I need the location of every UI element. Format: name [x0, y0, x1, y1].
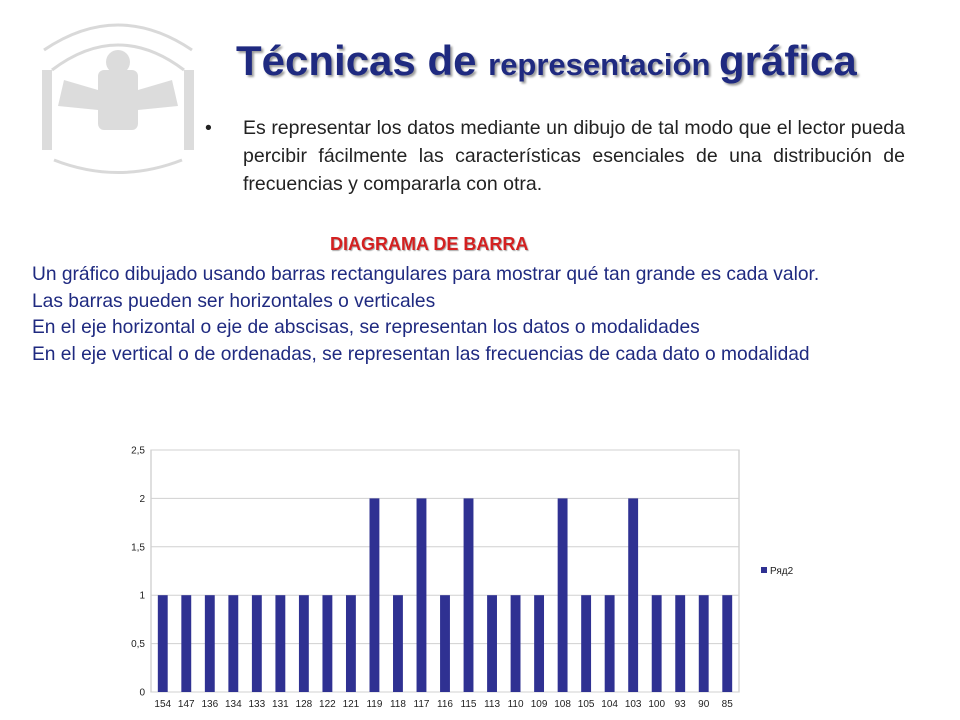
legend-label: Ряд2 [770, 566, 794, 577]
definition-bullet [205, 114, 905, 198]
x-tick-label: 154 [154, 699, 172, 710]
y-tick-label: 0 [139, 687, 145, 699]
description-paragraph-1: Un gráfico dibujado usando barras rectangulares para mostrar qué tan grande es cada valor. [32, 264, 820, 285]
y-tick-label: 0,5 [131, 639, 145, 651]
bar [299, 595, 309, 692]
y-tick-label: 2,5 [131, 445, 145, 457]
x-tick-label: 147 [177, 699, 195, 710]
x-tick-label: 110 [507, 699, 524, 710]
bar [558, 498, 568, 692]
x-tick-label: 131 [272, 699, 289, 710]
bar [205, 595, 215, 692]
bar [275, 595, 285, 692]
bar [699, 595, 709, 692]
description-block [32, 262, 904, 368]
bar [417, 498, 427, 692]
bar [252, 595, 262, 692]
university-seal-watermark [34, 10, 202, 178]
title-part-3: gráfica [719, 37, 857, 84]
x-tick-label: 108 [554, 699, 571, 710]
x-tick-label: 117 [413, 699, 430, 710]
bar [511, 595, 521, 692]
x-tick-label: 116 [437, 699, 453, 710]
bar [464, 498, 474, 692]
x-tick-label: 100 [648, 699, 666, 710]
bar [628, 498, 638, 692]
x-tick-label: 105 [577, 699, 595, 710]
section-title: DIAGRAMA DE BARRA [330, 234, 529, 254]
x-tick-label: 121 [342, 699, 360, 710]
bar [346, 595, 356, 692]
description-paragraph-2: Las barras pueden ser horizontales o verticales [32, 290, 436, 312]
description-paragraph-3: En el eje horizontal o eje de abscisas, se representan los datos o modalidades [32, 317, 700, 338]
x-tick-label: 118 [389, 699, 406, 710]
x-tick-label: 113 [484, 699, 501, 710]
x-tick-label: 134 [224, 699, 242, 710]
x-tick-label: 93 [674, 699, 686, 710]
bar [370, 498, 380, 692]
bar [322, 595, 332, 692]
x-tick-label: 85 [721, 699, 733, 710]
x-tick-label: 128 [295, 699, 313, 710]
x-tick-label: 115 [460, 699, 477, 710]
bar [487, 595, 497, 692]
x-tick-label: 109 [530, 699, 548, 710]
x-tick-label: 122 [319, 699, 336, 710]
bar [581, 595, 591, 692]
title-part-1: Técnicas de [236, 37, 489, 84]
y-tick-label: 1 [139, 590, 145, 602]
x-tick-label: 133 [248, 699, 266, 710]
bar-chart-svg [117, 440, 939, 714]
bar [181, 595, 191, 692]
bar [158, 595, 168, 692]
x-tick-label: 119 [366, 699, 383, 710]
y-tick-label: 2 [139, 493, 145, 505]
bar [440, 595, 450, 692]
bullet-dot-icon: • [205, 117, 212, 139]
bar [722, 595, 732, 692]
definition-text: Es representar los datos mediante un dibujo de tal modo que el lector pueda percibir fácilmente las características esenciales de una distribución de frecuencias y compararla con otra. [243, 117, 905, 195]
title-part-2: representación [488, 47, 719, 82]
bar-chart [117, 440, 939, 714]
bar [228, 595, 238, 692]
description-paragraph-4: En el eje vertical o de ordenadas, se representan las frecuencias de cada dato o modalidad [32, 343, 810, 365]
bar [652, 595, 662, 692]
x-tick-label: 90 [698, 699, 710, 710]
bar [675, 595, 685, 692]
slide-title [236, 37, 857, 84]
y-tick-label: 1,5 [131, 542, 145, 554]
bar [605, 595, 615, 692]
bar [534, 595, 544, 692]
x-tick-label: 103 [624, 699, 642, 710]
x-tick-label: 136 [201, 699, 219, 710]
x-tick-label: 104 [601, 699, 618, 710]
legend-swatch [761, 567, 767, 573]
bar [393, 595, 403, 692]
